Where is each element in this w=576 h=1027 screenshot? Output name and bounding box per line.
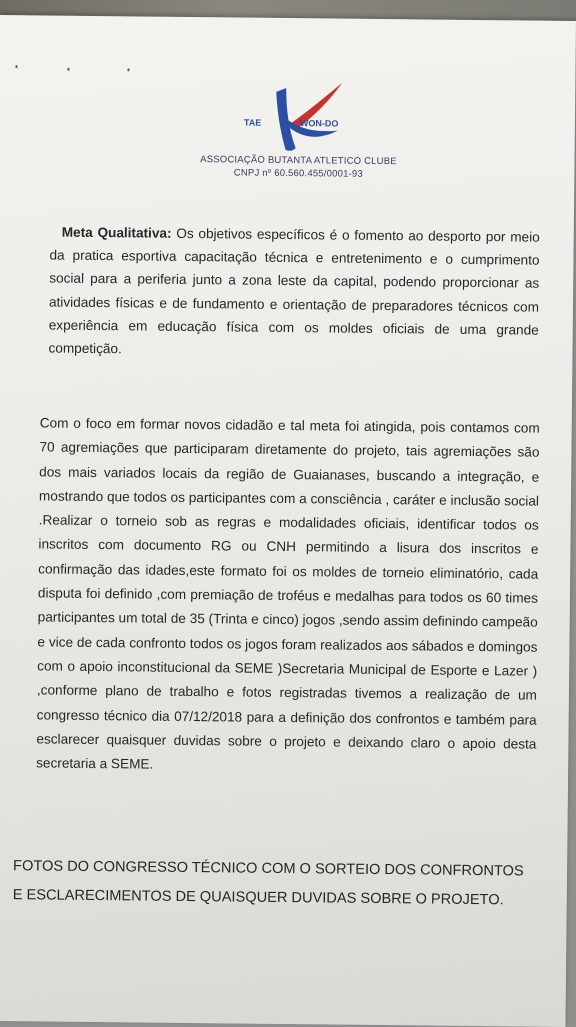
paper-speck bbox=[67, 68, 69, 71]
photos-caption-line-2: E ESCLARECIMENTOS DE QUAISQUER DUVIDAS SOBRE O PROJETO. bbox=[12, 887, 504, 909]
org-cnpj: CNPJ nº 60.560.455/0001-93 bbox=[233, 167, 363, 180]
results-paragraph: Com o foco em formar novos cidadão e tal meta foi atingida, pois contamos com 70 agremiações que participaram diretamente do projeto, tais agremiações são dos mais variados locais da região de Guaianases, buscando a integração, e mostrando que todos os participantes com a consciência , caráter e inclusão social .Realizar o torneio sob as regras e modalidades oficiais, identificar todos os inscritos com documento RG ou CNH permitindo a lisura dos inscritos e confirmação das idades,este formato foi os moldes de torneio eliminatório, cada disputa foi definido ,com premiação de troféus e medalhas para todos os 60 times participantes um total de 35 (Trinta e cinco) jogos ,sendo assim definindo campeão e vice de cada confronto todos os jogos foram realizados aos sábados e domingos com o apoio inconstitucional da SEME )Secretaria Municipal de Esporte e Lazer ) ,conforme plano de trabalho e fotos registradas tivemos a realização de um congresso técnico dia 07/12/2018 para a definição dos confrontos e também para esclarecer quaisquer duvidas sobre o projeto e deixando claro o apoio desta secretaria a SEME. bbox=[36, 415, 540, 772]
meta-label: Meta Qualitativa: bbox=[61, 224, 172, 241]
photos-caption-line-1: FOTOS DO CONGRESSO TÉCNICO COM O SORTEIO DOS CONFRONTOS bbox=[13, 858, 524, 880]
organization-header bbox=[148, 153, 448, 182]
photos-caption bbox=[13, 852, 566, 916]
paper-speck bbox=[15, 65, 17, 68]
meta-text: Os objetivos específicos é o fomento ao desporto por meio da pratica esportiva capacitação técnica e entretenimento e o cumprimento social para a periferia junto a zona leste da capital, podendo proporcionar as atividades físicas e de fundamento e orientação de preparadores técnicos com experiência em educação física com os moldes oficiais de uma grande competição. bbox=[48, 225, 540, 357]
logo-text-small: BUTANTA bbox=[305, 130, 330, 137]
org-name: ASSOCIAÇÃO BUTANTA ATLETICO CLUBE bbox=[200, 154, 397, 168]
logo-text-left: TAE bbox=[243, 117, 262, 128]
logo-text-right: WON-DO bbox=[299, 118, 339, 129]
taekwondo-logo bbox=[242, 78, 353, 157]
paper-speck bbox=[127, 68, 129, 71]
document-page bbox=[0, 15, 576, 1027]
logo-blue-stroke bbox=[276, 88, 297, 151]
meta-qualitativa-paragraph bbox=[48, 221, 539, 365]
